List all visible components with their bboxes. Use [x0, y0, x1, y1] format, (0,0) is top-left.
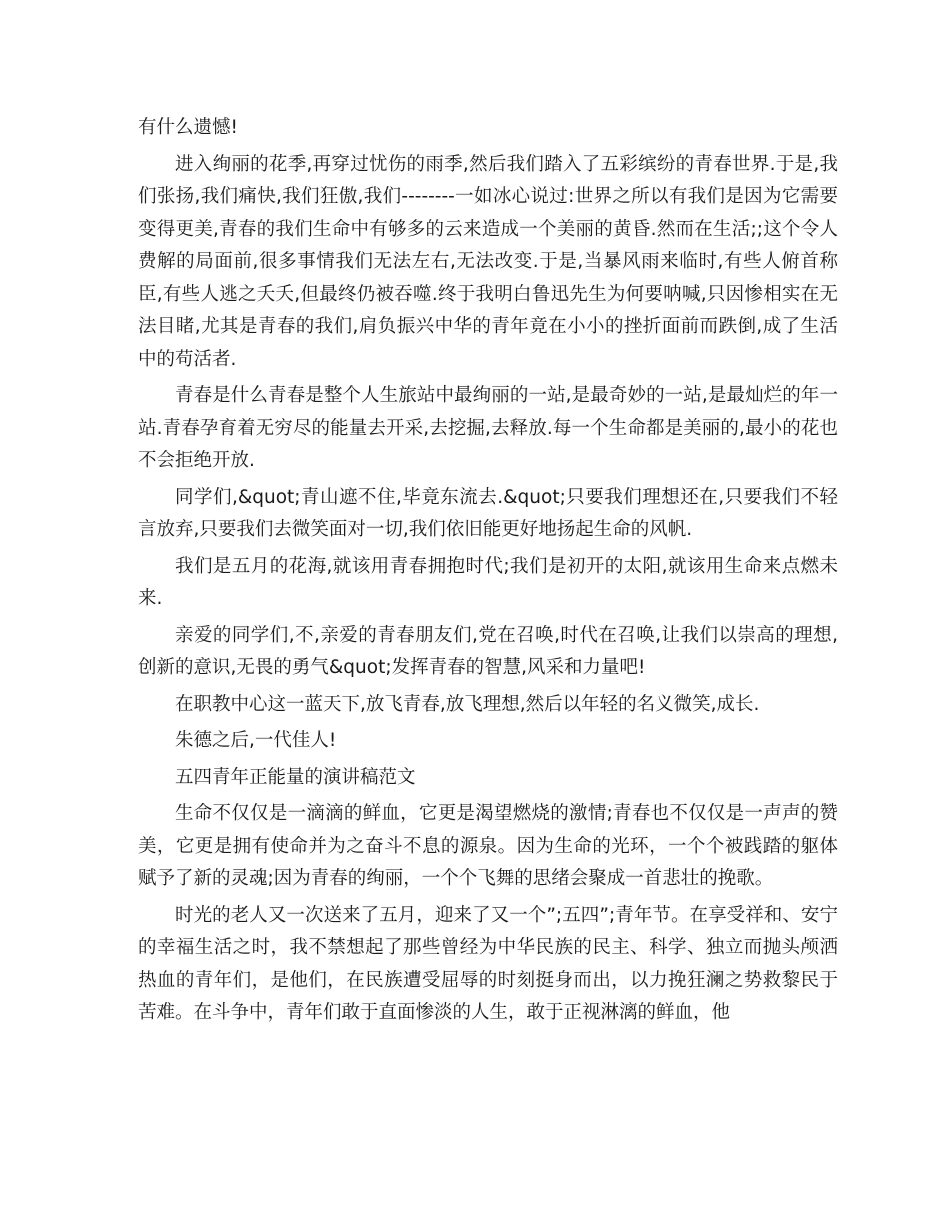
paragraph: 朱德之后,一代佳人!: [175, 730, 337, 751]
paragraph: 有什么遗憾!: [138, 117, 238, 138]
paragraph: 亲爱的同学们,不,亲爱的青春朋友们,党在召唤,时代在召唤,让我们以崇高的理想,创新的意识,无畏的勇气&quot;发挥青春的智慧,风采和力量吧!: [138, 624, 838, 678]
section-heading: 五四青年正能量的演讲稿范文: [175, 766, 416, 788]
paragraph: 青春是什么青春是整个人生旅站中最绚丽的一站,是最奇妙的一站,是最灿烂的年一站.青春孕育着无穷尽的能量去开采,去挖掘,去释放.每一个生命都是美丽的,最小的花也不会拒绝开放.: [138, 385, 838, 471]
paragraph: 时光的老人又一次送来了五月，迎来了又一个”;五四”;青年节。在享受祥和、安宁的幸福生活之时，我不禁想起了那些曾经为中华民族的民主、科学、独立而抛头颅洒热血的青年们，是他们，在民族遭受屈辱的时刻挺身而出，以力挽狂澜之势救黎民于苦难。在斗争中，青年们敢于直面惨淡的人生，敢于正视淋漓的鲜血，他: [138, 904, 838, 1023]
paragraph: 进入绚丽的花季,再穿过忧伤的雨季,然后我们踏入了五彩缤纷的青春世界.于是,我们张扬,我们痛快,我们狂傲,我们--------一如冰心说过:世界之所以有我们是因为它需要变得更美,青春的我们生命中有够多的云来造成一个美丽的黄昏.然而在生活;;这个令人费解的局面前,很多事情我们无法左右,无法改变.于是,当暴风雨来临时,有些人俯首称臣,有些人逃之夭夭,但最终仍被吞噬.终于我明白鲁迅先生为何要呐喊,只因惨相实在无法目睹,尤其是青春的我们,肩负振兴中华的青年竟在小小的挫折面前而跌倒,成了生活中的苟活者.: [138, 153, 838, 370]
paragraph: 生命不仅仅是一滴滴的鲜血，它更是渴望燃烧的激情;青春也不仅仅是一声声的赞美，它更是拥有使命并为之奋斗不息的源泉。因为生命的光环，一个个被践踏的躯体赋予了新的灵魂;因为青春的绚丽，一个个飞舞的思绪会聚成一首悲壮的挽歌。: [138, 803, 838, 889]
paragraph: 在职教中心这一蓝天下,放飞青春,放飞理想,然后以年轻的名义微笑,成长.: [175, 693, 760, 715]
document-body: [138, 112, 838, 1030]
paragraph: 我们是五月的花海,就该用青春拥抱时代;我们是初开的太阳,就该用生命来点燃未来.: [138, 555, 838, 609]
paragraph: 同学们,&quot;青山遮不住,毕竟东流去.&quot;只要我们理想还在,只要我们不轻言放弃,只要我们去微笑面对一切,我们依旧能更好地扬起生命的风帆.: [138, 486, 838, 540]
